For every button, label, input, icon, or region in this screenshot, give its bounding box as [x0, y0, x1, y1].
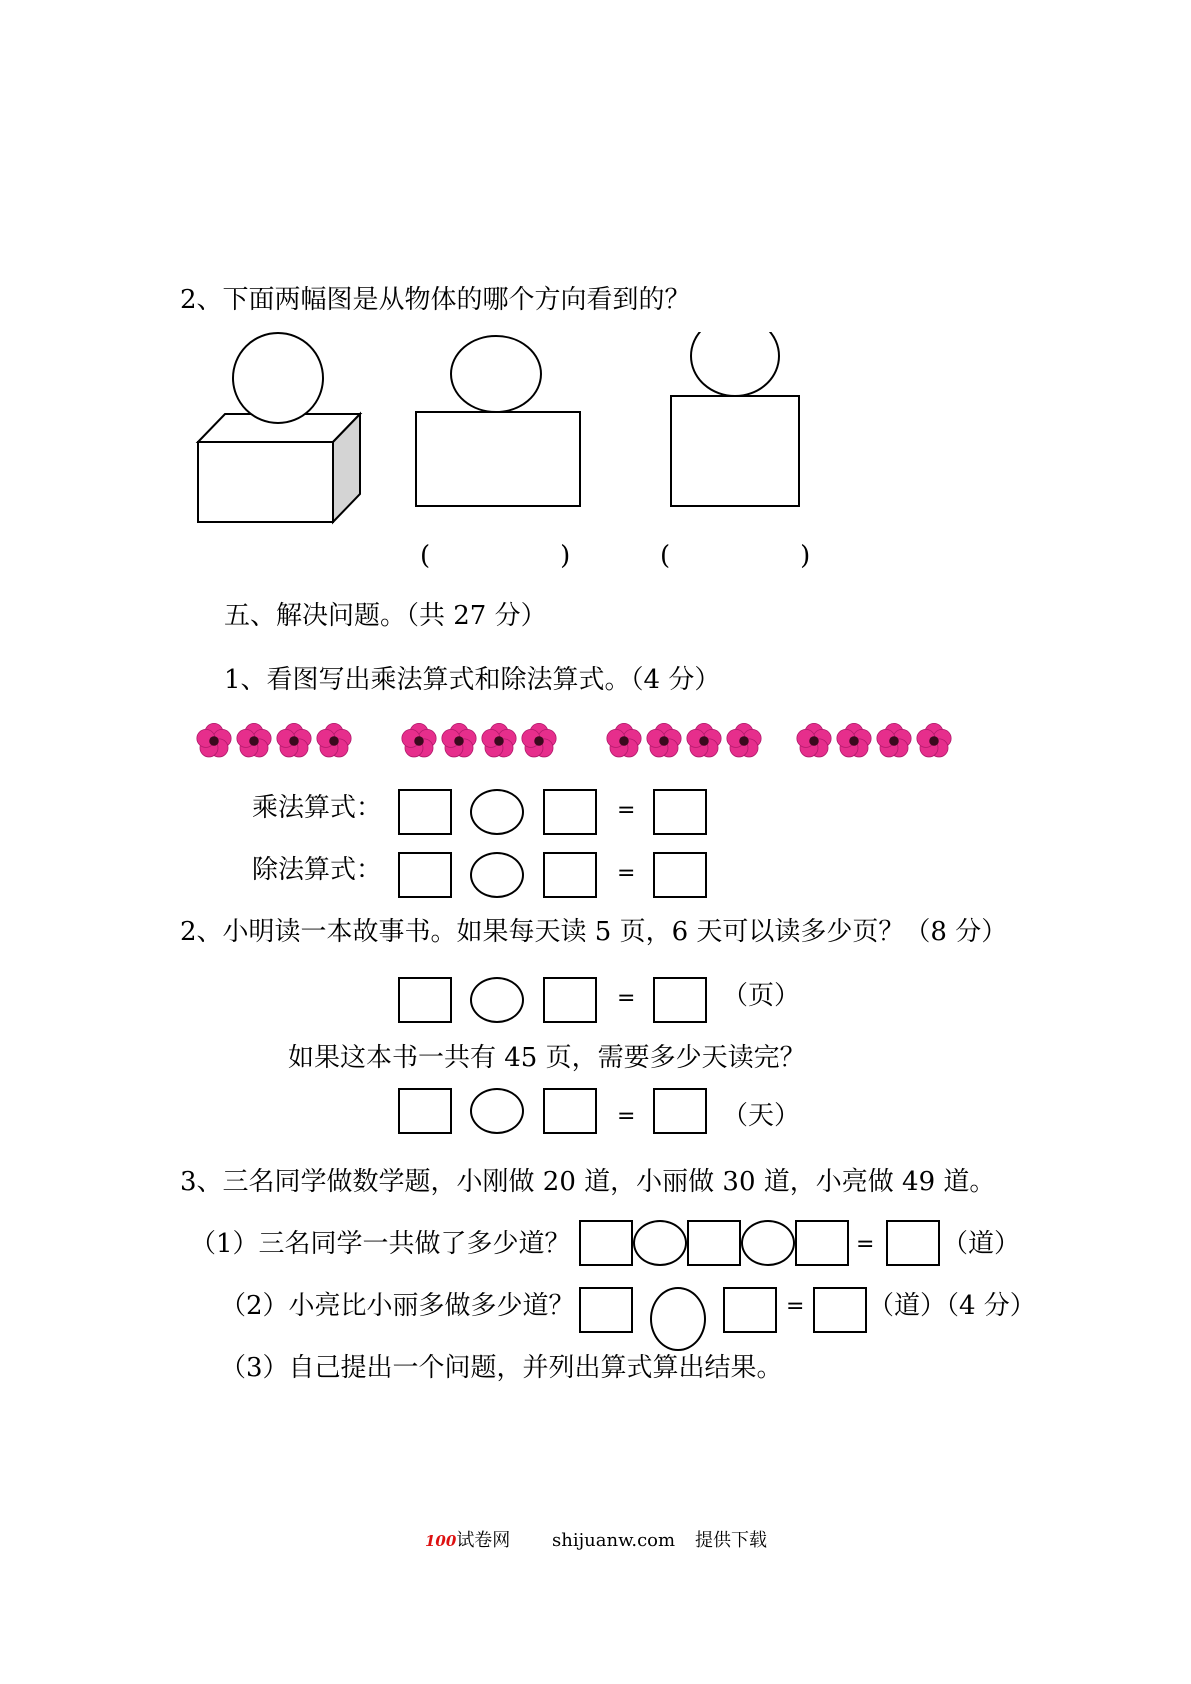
p3-sub3: （3）自己提出一个问题，并列出算式算出结果。 [220, 1353, 783, 1383]
sub2-equals: = [786, 1294, 805, 1319]
p2-unit-days: （天） [722, 1101, 801, 1131]
div-operator-oval[interactable] [470, 852, 524, 898]
sub1-box-1[interactable] [579, 1220, 633, 1266]
p2-result-box[interactable] [653, 977, 707, 1023]
flower-row [195, 722, 975, 762]
footer-provide: 提供下载 [695, 1530, 767, 1551]
flower-icon [915, 722, 953, 760]
logo-number: 100 [425, 1532, 457, 1550]
div-label: 除法算式： [252, 855, 383, 885]
flower-icon [725, 722, 763, 760]
p2-equals: = [617, 986, 636, 1011]
flower-icon [520, 722, 558, 760]
p2b-equals: = [617, 1104, 636, 1129]
flower-icon [685, 722, 723, 760]
flower-icon [875, 722, 913, 760]
p1-title: 1、看图写出乘法算式和除法算式。（4 分） [224, 665, 721, 695]
div-equals: = [617, 861, 636, 886]
view-drawing-1 [416, 336, 580, 506]
flower-icon [400, 722, 438, 760]
sub1-result-box[interactable] [886, 1220, 940, 1266]
p2b-operator-oval[interactable] [470, 1088, 524, 1134]
p3-title: 3、三名同学做数学题，小刚做 20 道，小丽做 30 道，小亮做 49 道。 [180, 1167, 996, 1197]
mult-result-box[interactable] [653, 789, 707, 835]
flower-icon [645, 722, 683, 760]
footer-site: shijuanw.com [552, 1530, 676, 1551]
flower-icon [275, 722, 313, 760]
mult-box-1[interactable] [398, 789, 452, 835]
p2b-result-box[interactable] [653, 1088, 707, 1134]
flower-icon [235, 722, 273, 760]
footer-logo [425, 1530, 510, 1552]
mult-equals: = [617, 798, 636, 823]
p3-sub1: （1）三名同学一共做了多少道？ [190, 1229, 571, 1259]
p2-operator-oval[interactable] [470, 977, 524, 1023]
q2-title: 2、下面两幅图是从物体的哪个方向看到的？ [180, 285, 691, 315]
sub1-unit: （道） [942, 1229, 1021, 1259]
flower-icon [195, 722, 233, 760]
p2b-box-2[interactable] [543, 1088, 597, 1134]
view1-answer-blank[interactable]: ( ) [420, 541, 571, 571]
mult-operator-oval[interactable] [470, 789, 524, 835]
div-box-2[interactable] [543, 852, 597, 898]
div-box-1[interactable] [398, 852, 452, 898]
p2b-box-1[interactable] [398, 1088, 452, 1134]
p2-title: 2、小明读一本故事书。如果每天读 5 页，6 天可以读多少页？（8 分） [180, 917, 1008, 947]
solid-object-drawing [198, 333, 360, 522]
sub1-operator-oval-1[interactable] [633, 1220, 687, 1266]
sub1-box-3[interactable] [795, 1220, 849, 1266]
flower-icon [315, 722, 353, 760]
sub2-result-box[interactable] [813, 1287, 867, 1333]
sub2-unit: （道）（4 分） [868, 1291, 1036, 1321]
logo-text: 试卷网 [456, 1530, 511, 1551]
p2-box-1[interactable] [398, 977, 452, 1023]
flower-icon [480, 722, 518, 760]
sub2-box-2[interactable] [723, 1287, 777, 1333]
flower-icon [835, 722, 873, 760]
section5-title: 五、解决问题。（共 27 分） [224, 601, 547, 631]
sub1-box-2[interactable] [687, 1220, 741, 1266]
sub1-equals: = [856, 1232, 875, 1257]
p2-box-2[interactable] [543, 977, 597, 1023]
sub2-box-1[interactable] [579, 1287, 633, 1333]
mult-box-2[interactable] [543, 789, 597, 835]
sub2-operator-oval[interactable] [650, 1287, 706, 1351]
mult-label: 乘法算式： [252, 793, 383, 823]
flower-icon [605, 722, 643, 760]
view2-answer-blank[interactable]: ( ) [660, 541, 811, 571]
flower-icon [440, 722, 478, 760]
p2-question2: 如果这本书一共有 45 页，需要多少天读完？ [288, 1043, 806, 1073]
view-drawing-2 [671, 332, 799, 506]
p3-sub2: （2）小亮比小丽多做多少道？ [220, 1291, 575, 1321]
p2-unit-pages: （页） [722, 981, 801, 1011]
views-figure [190, 332, 810, 528]
flower-icon [795, 722, 833, 760]
div-result-box[interactable] [653, 852, 707, 898]
sub1-operator-oval-2[interactable] [741, 1220, 795, 1266]
